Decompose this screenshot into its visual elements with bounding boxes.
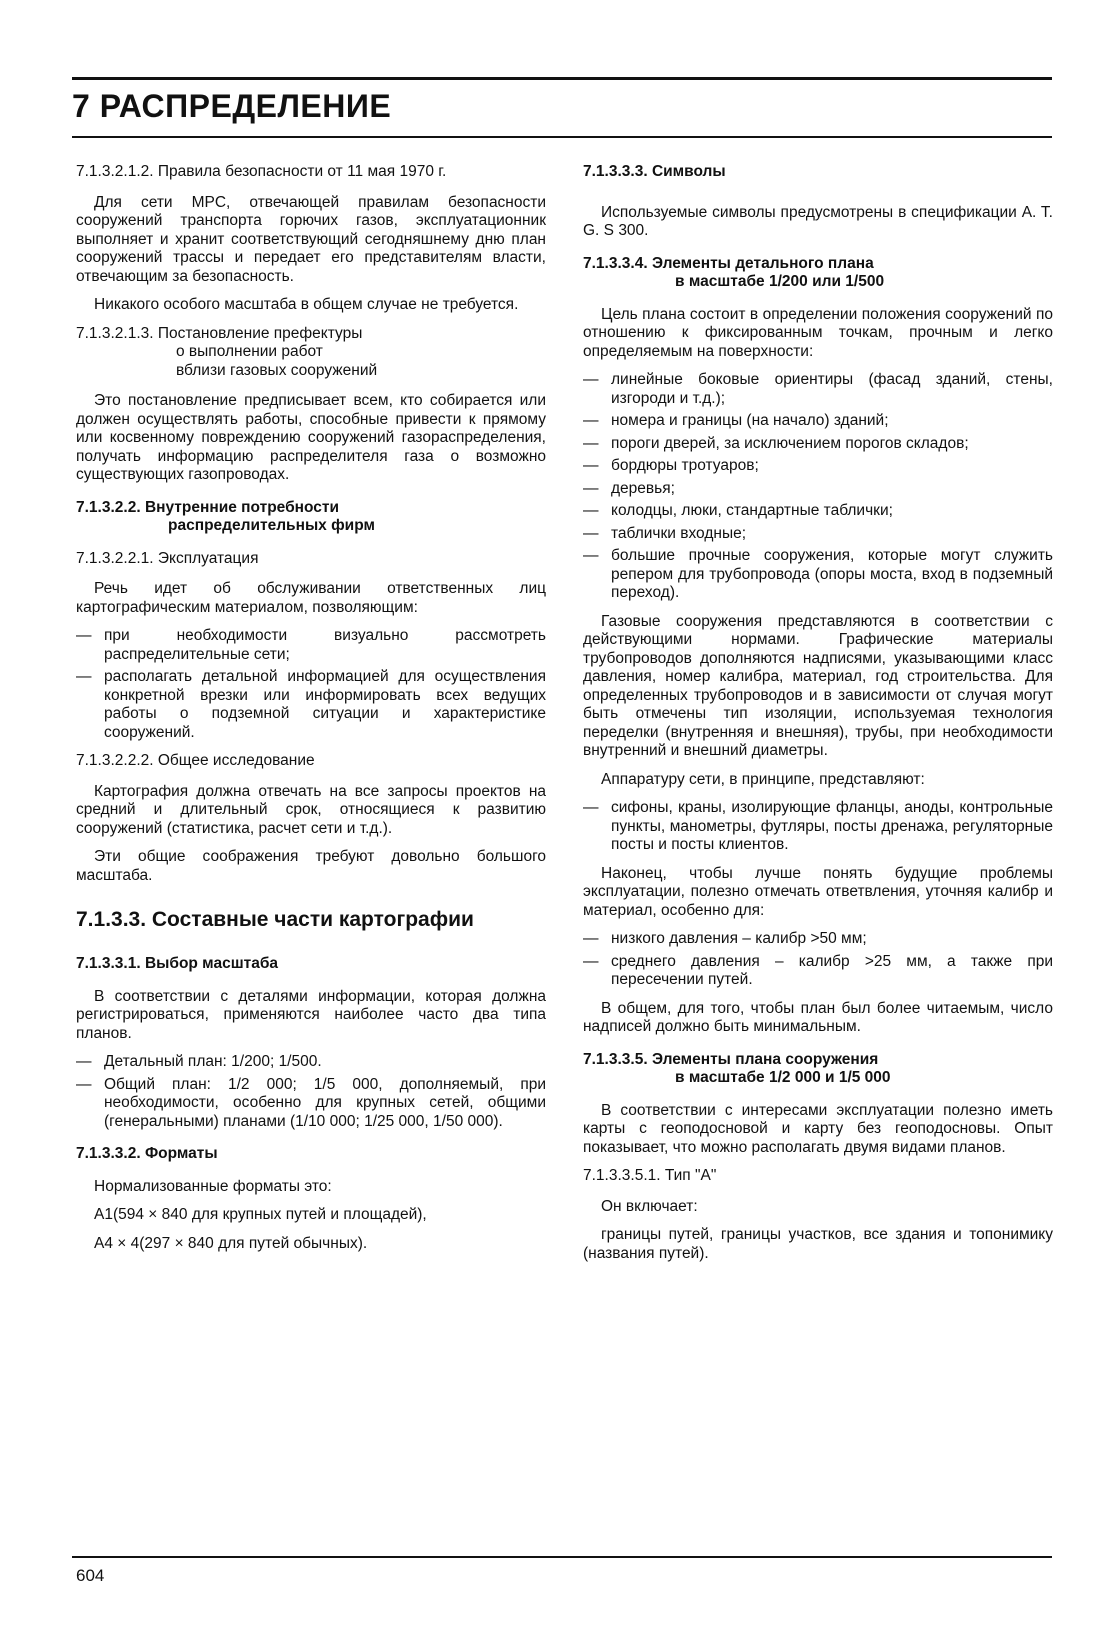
list-item: — низкого давления – калибр >50 мм; bbox=[583, 930, 1053, 949]
paragraph: Никакого особого масштаба в общем случае не требуется. bbox=[94, 296, 519, 313]
heading-line: 7.1.3.2.2. Внутренние потребности bbox=[76, 498, 340, 516]
list-item: — номера и границы (на начало) зданий; bbox=[583, 412, 1053, 431]
list-item: — среднего давления – калибр >25 мм, а также при пересечении путей. bbox=[583, 953, 1053, 990]
heading-line: распределительных фирм bbox=[168, 517, 375, 534]
header-rule bbox=[72, 136, 1052, 138]
paragraph: Используемые символы предусмотрены в спецификации A. T. G. S 300. bbox=[583, 203, 1053, 239]
paragraph: Для сети MPC, отвечающей правилам безопасности сооружений транспорта горючих газов, эксплуатационник выполняет и хранит соответствующий сегодняшнему дню план сооружений трассы и передает его представителям власти, отвечающим за безопасность. bbox=[76, 193, 546, 285]
list-item: — таблички входные; bbox=[583, 525, 1053, 544]
section-heading-7-1-3-2-1-2: 7.1.3.2.1.2. Правила безопасности от 11 мая 1970 г. bbox=[76, 163, 447, 180]
section-heading-7-1-3-3: 7.1.3.3. Составные части картографии bbox=[76, 908, 474, 931]
paragraph: Эти общие соображения требуют довольно большого масштаба. bbox=[76, 848, 546, 884]
subsection-heading: 7.1.3.2.2.2. Общее исследование bbox=[76, 752, 315, 769]
list-item: — большие прочные сооружения, которые могут служить репером для трубопровода (опоры моста, вход в подземный переход). bbox=[583, 547, 1053, 603]
section-heading-7-1-3-3-2: 7.1.3.3.2. Форматы bbox=[76, 1145, 218, 1162]
bullet-list bbox=[76, 1053, 546, 1131]
page-number: 604 bbox=[76, 1566, 105, 1585]
bullet-list bbox=[76, 627, 546, 742]
list-item: — Общий план: 1/2 000; 1/5 000, дополняемый, при необходимости, особенно для крупных сетей, общими (генеральными) планами (1/10 000; 1/25 000, 1/50 000). bbox=[76, 1076, 546, 1132]
right-column bbox=[583, 163, 1053, 1273]
heading-line: 7.1.3.3.5. Элементы плана сооружения bbox=[583, 1050, 879, 1068]
section-heading-7-1-3-2-2 bbox=[76, 499, 546, 536]
section-heading-7-1-3-3-1: 7.1.3.3.1. Выбор масштаба bbox=[76, 955, 279, 972]
subsection-heading: 7.1.3.3.5.1. Тип "A" bbox=[583, 1167, 717, 1184]
paragraph: Картография должна отвечать на все запросы проектов на средний и длительный срок, относящиеся к развитию сооружений (статистика, расчет сети и т.д.). bbox=[76, 782, 546, 837]
bullet-list bbox=[583, 930, 1053, 990]
paragraph: границы путей, границы участков, все здания и топонимику (названия путей). bbox=[583, 1226, 1053, 1262]
paragraph: Аппаратуру сети, в принципе, представляют: bbox=[601, 770, 925, 788]
list-item: — колодцы, люки, стандартные таблички; bbox=[583, 502, 1053, 521]
subsection-heading: 7.1.3.2.2.1. Эксплуатация bbox=[76, 549, 259, 567]
left-column bbox=[76, 163, 546, 1263]
heading-line: 7.1.3.2.1.3. Постановление префектуры bbox=[76, 324, 363, 342]
section-heading-7-1-3-3-4 bbox=[583, 255, 1053, 292]
section-heading-7-1-3-3-3: 7.1.3.3.3. Символы bbox=[583, 163, 726, 180]
bullet-list bbox=[583, 799, 1053, 855]
paragraph: В соответствии с интересами эксплуатации полезно иметь карты с геоподосновой и карту без геоподосновы. Опыт показывает, что можно располагать двумя видами планов. bbox=[583, 1101, 1053, 1156]
list-item: — располагать детальной информацией для осуществления конкретной врезки или информировать всех ведущих работы о подземной ситуации и характеристике сооружений. bbox=[76, 668, 546, 742]
list-item: — сифоны, краны, изолирующие фланцы, аноды, контрольные пункты, манометры, футляры, посты дренажа, регуляторные посты и посты клиентов. bbox=[583, 799, 1053, 855]
paragraph: A4 × 4(297 × 840 для путей обычных). bbox=[94, 1234, 368, 1252]
list-item: — бордюры тротуаров; bbox=[583, 457, 1053, 476]
paragraph: Цель плана состоит в определении положения сооружений по отношению к фиксированным точкам, прочным и легко определяемым на поверхности: bbox=[583, 305, 1053, 360]
paragraph: Наконец, чтобы лучше понять будущие проблемы эксплуатации, полезно отмечать ответвления, уточняя калибр и материал, особенно для: bbox=[583, 864, 1053, 919]
section-heading-7-1-3-2-1-3 bbox=[76, 325, 546, 381]
paragraph: A1(594 × 840 для крупных путей и площадей), bbox=[94, 1206, 427, 1223]
list-item: — при необходимости визуально рассмотреть распределительные сети; bbox=[76, 627, 546, 664]
list-item: — линейные боковые ориентиры (фасад зданий, стены, изгороди и т.д.); bbox=[583, 371, 1053, 408]
chapter-title: 7 РАСПРЕДЕЛЕНИЕ bbox=[72, 88, 392, 124]
section-heading-7-1-3-3-5 bbox=[583, 1051, 1053, 1088]
top-rule bbox=[72, 77, 1052, 80]
paragraph: В общем, для того, чтобы план был более читаемым, число надписей должно быть минимальным. bbox=[583, 999, 1053, 1035]
bullet-list bbox=[583, 371, 1053, 603]
paragraph: В соответствии с деталями информации, которая должна регистрироваться, применяются наиболее часто два типа планов. bbox=[76, 987, 546, 1042]
paragraph: Газовые сооружения представляются в соответствии с действующими нормами. Графические материалы трубопроводов дополняются надписями, указывающими класс давления, номер калибра, материал, год строительства. Для определенных трубопроводов и в зависимости от случая могут быть отмечены тип изоляции, используемая технология переделки (внутренняя и внешняя), трубы, при необходимости внутренний и внешний диаметры. bbox=[583, 612, 1053, 759]
list-item: — пороги дверей, за исключением порогов складов; bbox=[583, 435, 1053, 454]
paragraph: Это постановление предписывает всем, кто собирается или должен осуществлять работы, способные привести к прямому или косвенному повреждению сооружений газораспределения, получать информацию распределителя газа о возможно существующих газопроводах. bbox=[76, 392, 546, 483]
paragraph: Речь идет об обслуживании ответственных лиц картографическим материалом, позволяющим: bbox=[76, 580, 546, 616]
list-item: — Детальный план: 1/200; 1/500. bbox=[76, 1053, 546, 1072]
list-item: — деревья; bbox=[583, 480, 1053, 499]
heading-line: в масштабе 1/2 000 и 1/5 000 bbox=[675, 1069, 891, 1086]
heading-line: в масштабе 1/200 или 1/500 bbox=[675, 273, 885, 290]
footer-rule bbox=[72, 1556, 1052, 1558]
heading-line: о выполнении работ bbox=[176, 343, 323, 360]
heading-line: 7.1.3.3.4. Элементы детального плана bbox=[583, 254, 874, 272]
heading-line: вблизи газовых сооружений bbox=[176, 361, 378, 379]
paragraph: Нормализованные форматы это: bbox=[94, 1177, 332, 1195]
paragraph: Он включает: bbox=[601, 1197, 698, 1215]
